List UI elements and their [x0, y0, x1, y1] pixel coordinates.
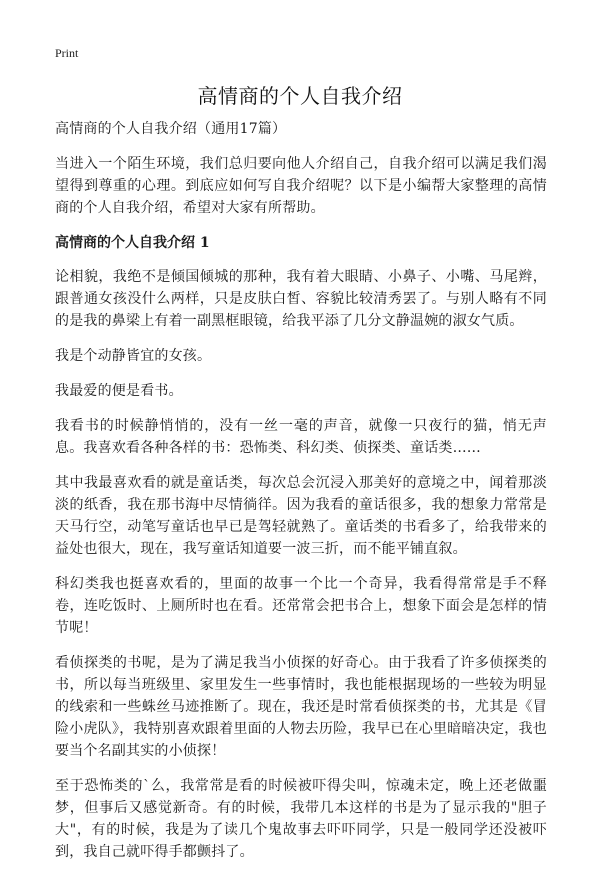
body-paragraph: 科幻类我也挺喜欢看的，里面的故事一个比一个奇异，我看得常常是手不释卷，连吃饭时、上厕所时也在看。还常常会把书合上，想象下面会是怎样的情节呢！: [55, 576, 547, 636]
body-paragraph: 看侦探类的书呢，是为了满足我当小侦探的好奇心。由于我看了许多侦探类的书，所以每当班级里、家里发生一些事情时，我也能根据现场的一些较为明显的线索和一些蛛丝马迹推断了。现在，我还是时常看侦探类的书，尤其是《冒险小虎队》，我特别喜欢跟着里面的人物去历险，我早已在心里暗暗决定，我也要当个名副其实的小侦探！: [55, 655, 547, 759]
article-subtitle: 高情商的个人自我介绍（通用17篇）: [55, 121, 287, 137]
page-title: 高情商的个人自我介绍: [197, 84, 403, 108]
body-paragraph: 论相貌，我绝不是倾国倾城的那种，我有着大眼睛、小鼻子、小嘴、马尾辫，跟普通女孩没什么两样，只是皮肤白皙、容貌比较清秀罢了。与别人略有不同的是我的鼻梁上有着一副黑框眼镜，给我平添了几分文静温婉的淑女气质。: [55, 269, 547, 329]
body-paragraph: 其中我最喜欢看的就是童话类，每次总会沉浸入那美好的意境之中，闻着那淡淡的纸香，我在那书海中尽情徜徉。因为我看的童话很多，我的想象力常常是天马行空，动笔写童话也早已是驾轻就熟了。童话类的书看多了，给我带来的益处也很大，现在，我写童话知道要一波三折，而不能平铺直叙。: [55, 475, 547, 557]
body-paragraph: 我是个动静皆宜的女孩。: [55, 348, 212, 364]
section-heading: 高情商的个人自我介绍 1: [55, 235, 210, 251]
intro-paragraph: 当进入一个陌生环境，我们总归要向他人介绍自己，自我介绍可以满足我们渴望得到尊重的心理。到底应如何写自我介绍呢？以下是小编帮大家整理的高情商的个人自我介绍，希望对大家有所帮助。: [55, 156, 547, 216]
print-label[interactable]: Print: [55, 46, 79, 60]
body-paragraph: 至于恐怖类的`么，我常常是看的时候被吓得尖叫，惊魂未定，晚上还老做噩梦，但事后又感觉新奇。有的时候，我带几本这样的书是为了显示我的"胆子大"，有的时候，我是为了读几个鬼故事去吓吓同学，只是一般同学还没被吓到，我自己就吓得手都颤抖了。: [55, 778, 547, 860]
article-body: [55, 118, 547, 876]
body-paragraph: 我最爱的便是看书。: [55, 383, 183, 399]
body-paragraph: 我看书的时候静悄悄的，没有一丝一毫的声音，就像一只夜行的猫，悄无声息。我喜欢看各种各样的书：恐怖类、科幻类、侦探类、童话类……: [55, 418, 547, 456]
